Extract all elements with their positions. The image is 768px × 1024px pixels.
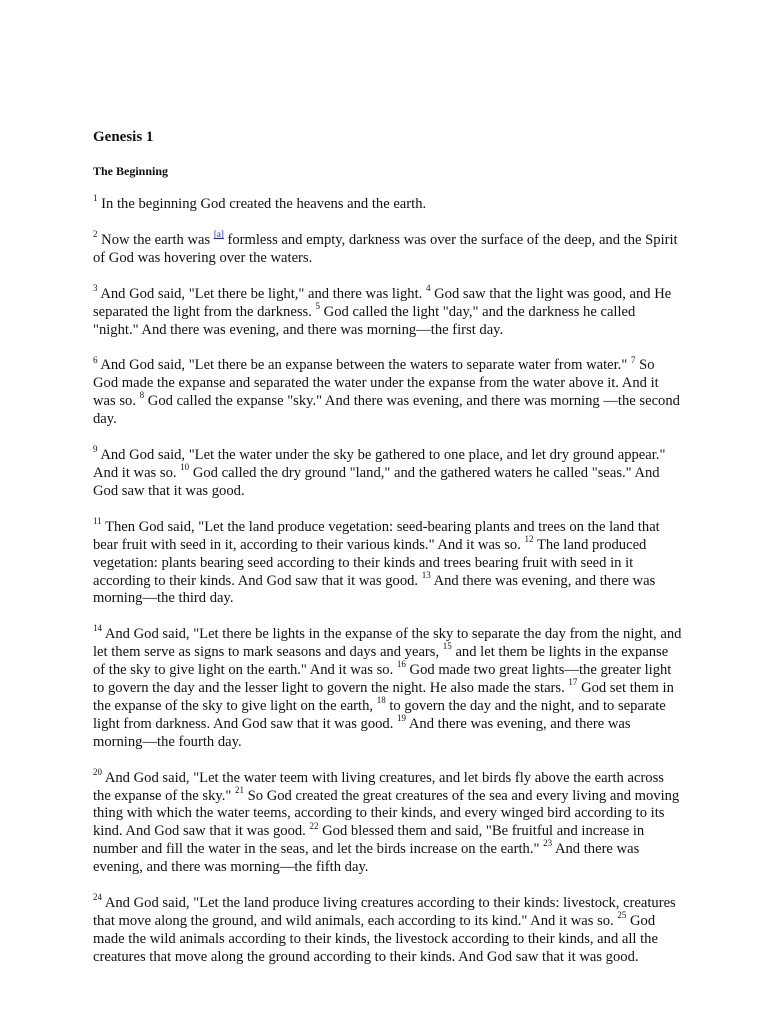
verse-text: And God said, "Let there be lights in the expanse of the sky to separate the day from the night, and let them serve as signs to mark seasons and days and years, (93, 626, 682, 661)
footnote-link[interactable]: [a] (213, 229, 224, 240)
verse-paragraph (93, 515, 683, 609)
verse-number: 15 (442, 641, 452, 652)
verse-number: 17 (568, 677, 578, 688)
verse-number: 14 (93, 623, 102, 634)
verse-text: God set them in the expanse of the sky to give light on the earth, (93, 680, 674, 714)
verse-number: 5 (315, 300, 320, 311)
verse-number: 9 (93, 444, 98, 455)
verse-paragraph (93, 444, 683, 501)
verse-number: 20 (93, 766, 102, 777)
verse-number: 18 (376, 695, 386, 706)
verse-text: And there was evening, and there was morning—the fifth day. (93, 841, 640, 876)
verse-text: Now the earth was (101, 231, 211, 248)
verse-number: 13 (421, 569, 431, 580)
verse-number: 8 (139, 390, 145, 401)
verse-paragraph (93, 623, 683, 751)
verse-number: 12 (524, 533, 534, 544)
verse-text: God made two great lights—the greater light to govern the day and the lesser light to govern the night. He also made the stars. (93, 662, 672, 697)
verse-text: And there was evening, and there was morning—the third day. (93, 572, 656, 607)
verse-text: God saw that the light was good, and He separated the light from the darkness. (93, 285, 672, 320)
verse-number: 21 (235, 784, 244, 795)
verse-number: 25 (617, 910, 627, 921)
verse-number: 23 (543, 838, 553, 849)
verse-number: 11 (93, 515, 102, 526)
page-title: Genesis 1 (93, 129, 154, 145)
verse-text: So God made the expanse and separated the water under the expanse from the water above it. And it was so. (93, 357, 659, 410)
verse-number: 19 (397, 712, 407, 723)
verse-number: 24 (93, 892, 102, 903)
verse-number: 6 (93, 354, 98, 365)
verse-paragraph (93, 354, 683, 429)
verse-paragraphs (93, 193, 683, 967)
document-content (93, 128, 683, 967)
verse-number: 3 (93, 282, 98, 293)
verse-text: and let them be lights in the expanse of the sky to give light on the earth." And it was so. (93, 644, 669, 679)
verse-paragraph (93, 766, 683, 877)
verse-text: So God created the great creatures of the sea and every living and moving thing with which the water teems, according to their kinds, and every winged bird according to its kind. And God saw that it was good. (93, 787, 680, 840)
verse-text: And God said, "Let the water under the sky be gathered to one place, and let dry ground appear." And it was so. (93, 447, 666, 481)
verse-number: 22 (309, 820, 319, 831)
verse-text: Then God said, "Let the land produce vegetation: seed-bearing plants and trees on the land that bear fruit with seed in it, according to their various kinds." And it was so. (93, 518, 660, 553)
verse-number: 4 (425, 282, 431, 293)
verse-number: 16 (396, 659, 406, 670)
verse-number: 2 (93, 229, 98, 240)
verse-number: 10 (180, 462, 190, 473)
verse-text: God called the light "day," and the darkness he called "night." And there was evening, and there was morning—the first day. (93, 303, 636, 338)
verse-text: And God said, "Let there be light," and there was light. (100, 285, 423, 302)
verse-paragraph (93, 229, 683, 268)
verse-text: The land produced vegetation: plants bearing seed according to their kinds and trees bearing fruit with seed in it according to their kinds. And God saw that it was good. (93, 536, 647, 589)
verse-paragraph (93, 282, 683, 340)
verse-text: formless and empty, darkness was over the surface of the deep, and the Spirit of God was hovering over the waters. (93, 231, 678, 266)
verse-text: And God said, "Let there be an expanse between the waters to separate water from water." (100, 357, 628, 374)
verse-paragraph (93, 193, 683, 214)
verse-text: to govern the day and the night, and to separate light from darkness. And God saw that it was good. (93, 697, 666, 732)
verse-text: God called the dry ground "land," and the gathered waters he called "seas." And God saw that it was good. (93, 464, 660, 499)
verse-text: God blessed them and said, "Be fruitful and increase in number and fill the water in the seas, and let the birds increase on the earth." (93, 823, 645, 858)
verse-text: And God said, "Let the water teem with living creatures, and let birds fly above the earth across the expanse of the sky." (93, 769, 664, 804)
verse-number: 7 (630, 354, 636, 365)
verse-number: 1 (93, 193, 98, 204)
verse-text: And God said, "Let the land produce living creatures according to their kinds: livestock, creatures that move along the ground, and wild animals, each according to its kind." And it was so. (93, 895, 676, 929)
verse-text: God made the wild animals according to their kinds, the livestock according to their kinds, and all the creatures that move along the ground according to their kinds. And God saw that it was good. (93, 913, 658, 965)
verse-text: And there was evening, and there was morning—the fourth day. (93, 715, 631, 750)
verse-text: God called the expanse "sky." And there was evening, and there was morning —the second day. (93, 393, 680, 428)
verse-text: In the beginning God created the heavens and the earth. (101, 196, 427, 212)
section-heading: The Beginning (93, 164, 169, 178)
verse-paragraph (93, 892, 683, 967)
